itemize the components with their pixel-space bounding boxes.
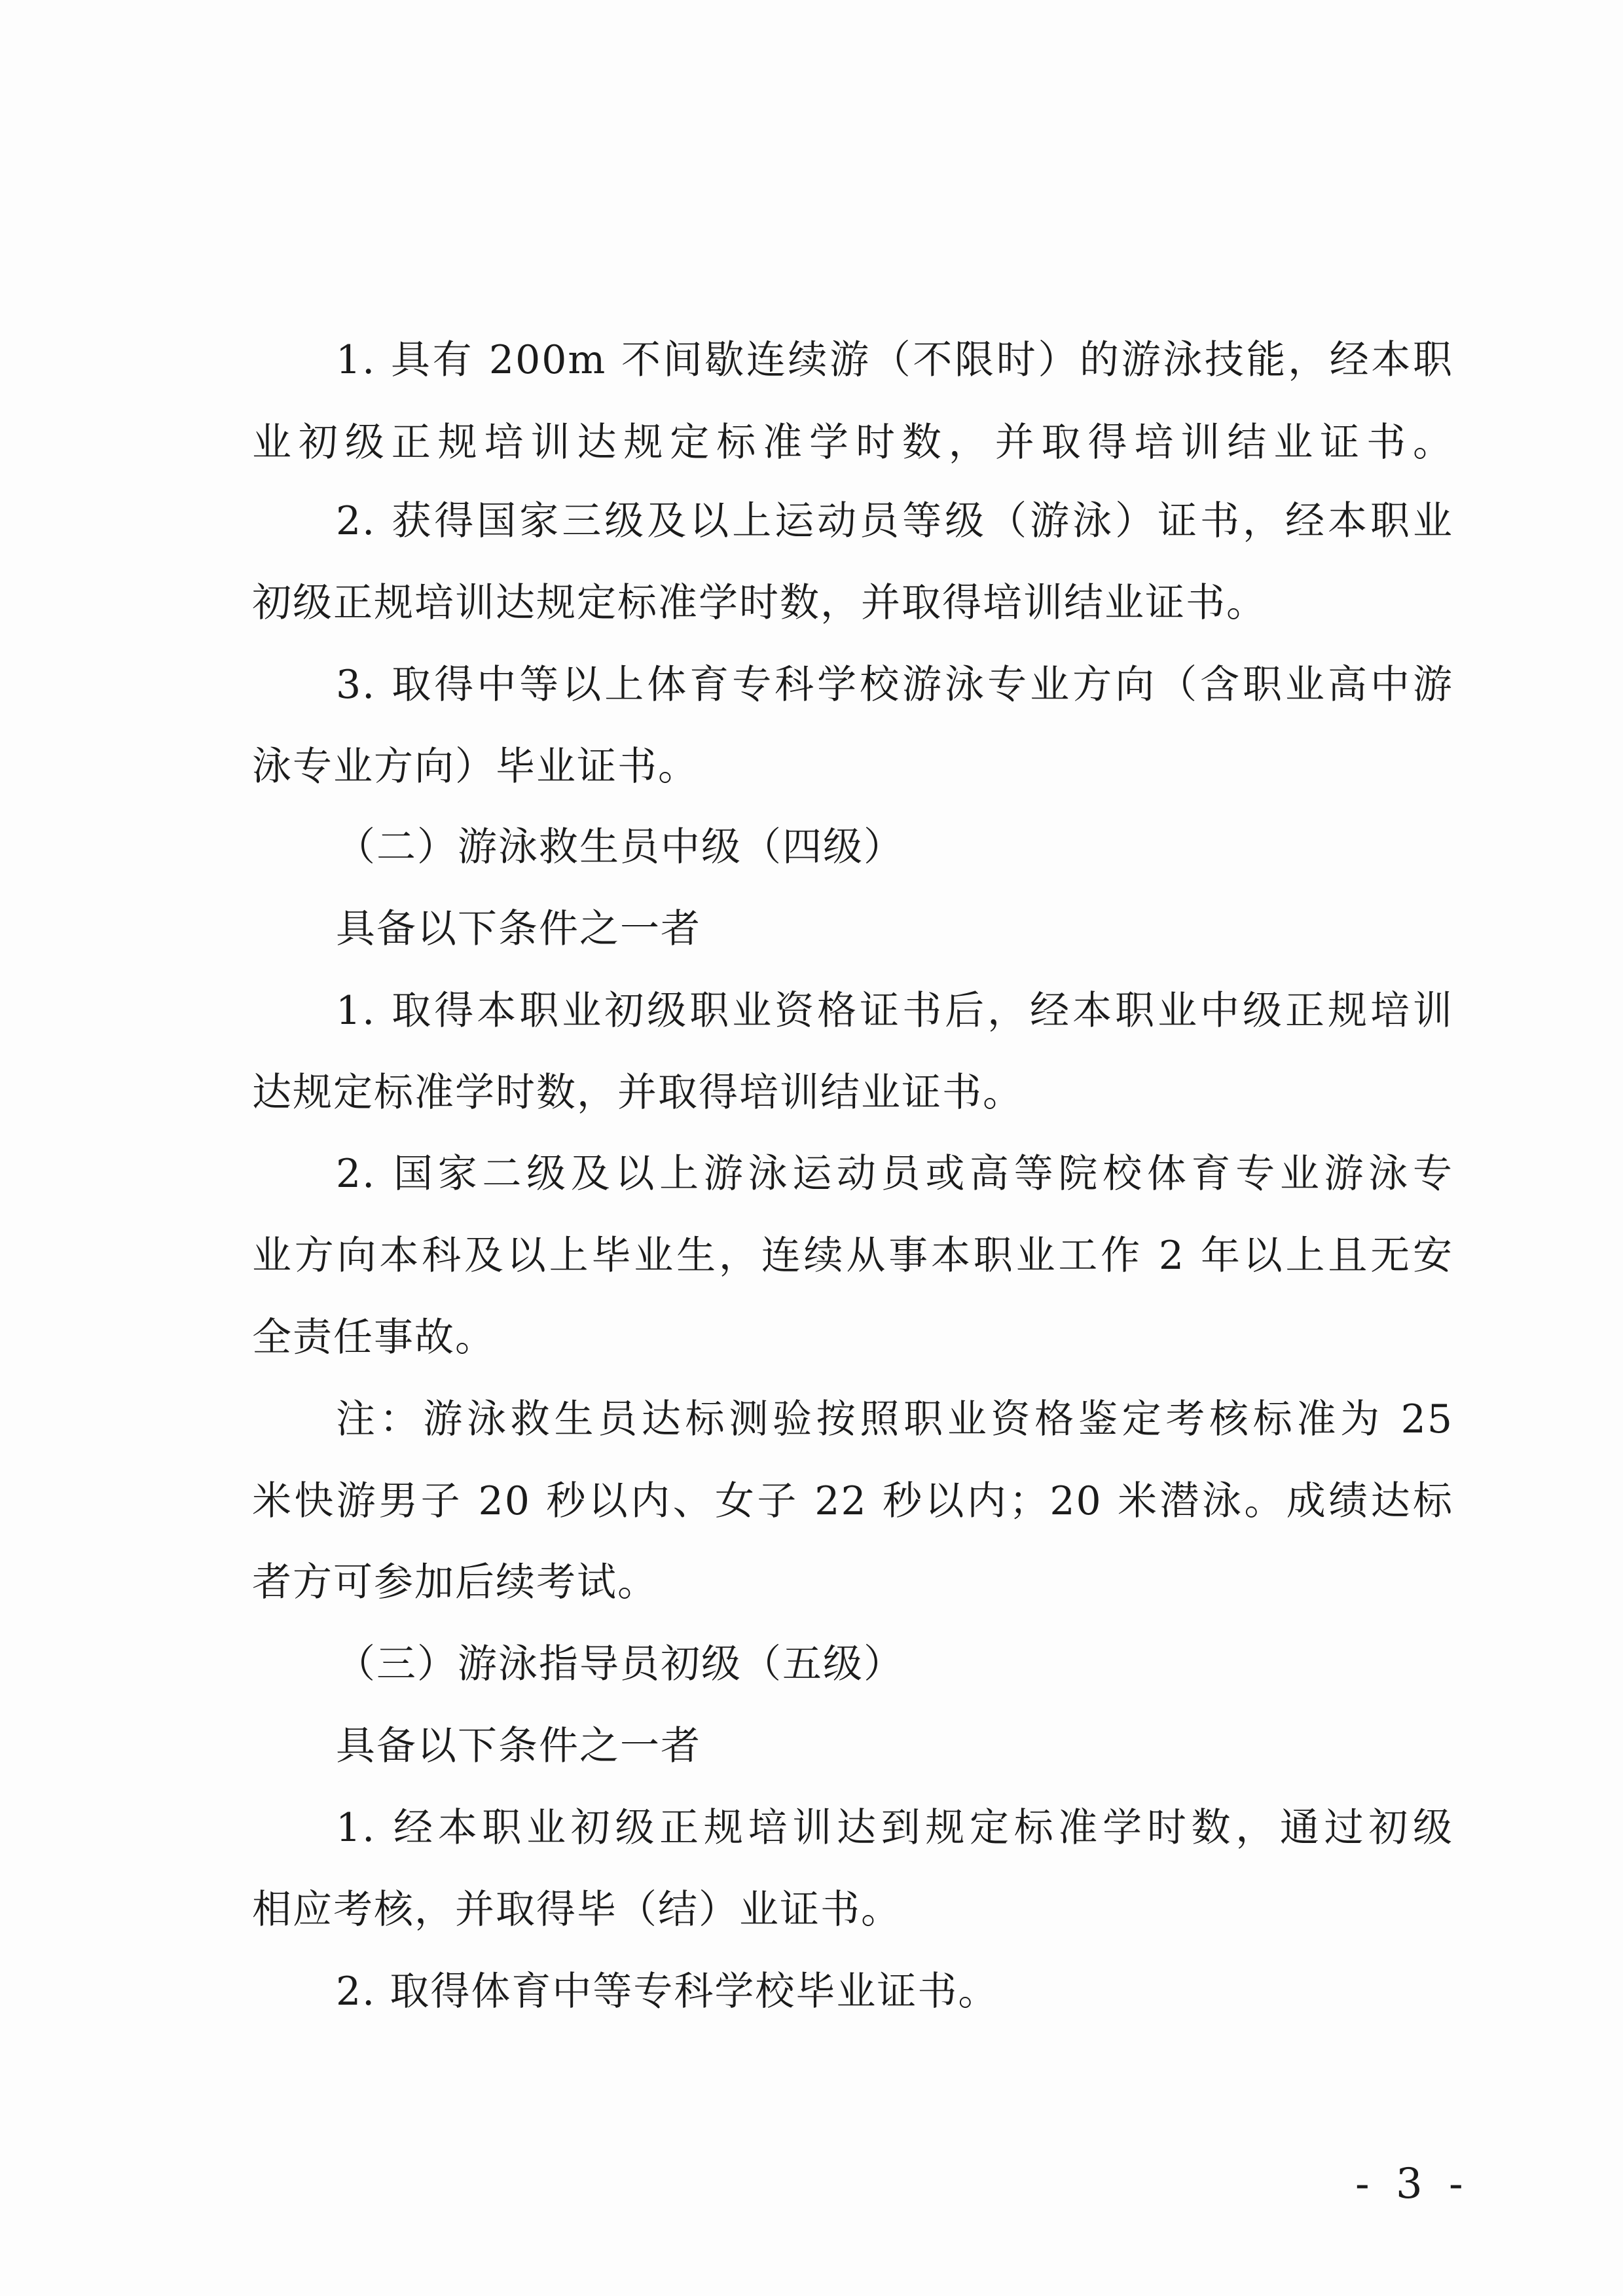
note-line: 注：游泳救生员达标测验按照职业资格鉴定考核标准为 25 — [336, 1396, 1453, 1442]
text-line: 具备以下条件之一者 — [336, 906, 701, 952]
section-heading: （三）游泳指导员初级（五级） — [336, 1641, 904, 1687]
text-line: 达规定标准学时数，并取得培训结业证书。 — [252, 1070, 1023, 1116]
text-line: 2. 取得体育中等专科学校毕业证书。 — [336, 1969, 999, 2014]
text-line: 业初级正规培训达规定标准学时数，并取得培训结业证书。 — [252, 420, 1453, 465]
text-line: 2. 获得国家三级及以上运动员等级（游泳）证书，经本职业 — [336, 498, 1453, 544]
text-line: 1. 具有 200m 不间歇连续游（不限时）的游泳技能，经本职 — [336, 337, 1453, 383]
text-line: 泳专业方向）毕业证书。 — [252, 744, 699, 790]
text-line: 业方向本科及以上毕业生，连续从事本职业工作 2 年以上且无安 — [252, 1233, 1453, 1279]
text-line: 具备以下条件之一者 — [336, 1723, 701, 1769]
section-heading: （二）游泳救生员中级（四级） — [336, 824, 904, 870]
text-line: 1. 取得本职业初级职业资格证书后，经本职业中级正规培训 — [336, 988, 1453, 1034]
text-line: 3. 取得中等以上体育专科学校游泳专业方向（含职业高中游 — [336, 662, 1453, 708]
text-line: 2. 国家二级及以上游泳运动员或高等院校体育专业游泳专 — [336, 1151, 1453, 1197]
text-line: 全责任事故。 — [252, 1315, 496, 1360]
note-line: 米快游男子 20 秒以内、女子 22 秒以内；20 米潜泳。成绩达标 — [252, 1478, 1453, 1524]
note-line: 者方可参加后续考试。 — [252, 1559, 658, 1605]
text-line: 初级正规培训达规定标准学时数，并取得培训结业证书。 — [252, 580, 1267, 626]
text-line: 相应考核，并取得毕（结）业证书。 — [252, 1887, 902, 1933]
page-number: - 3 - — [1355, 2160, 1470, 2208]
text-line: 1. 经本职业初级正规培训达到规定标准学时数，通过初级 — [336, 1805, 1453, 1851]
